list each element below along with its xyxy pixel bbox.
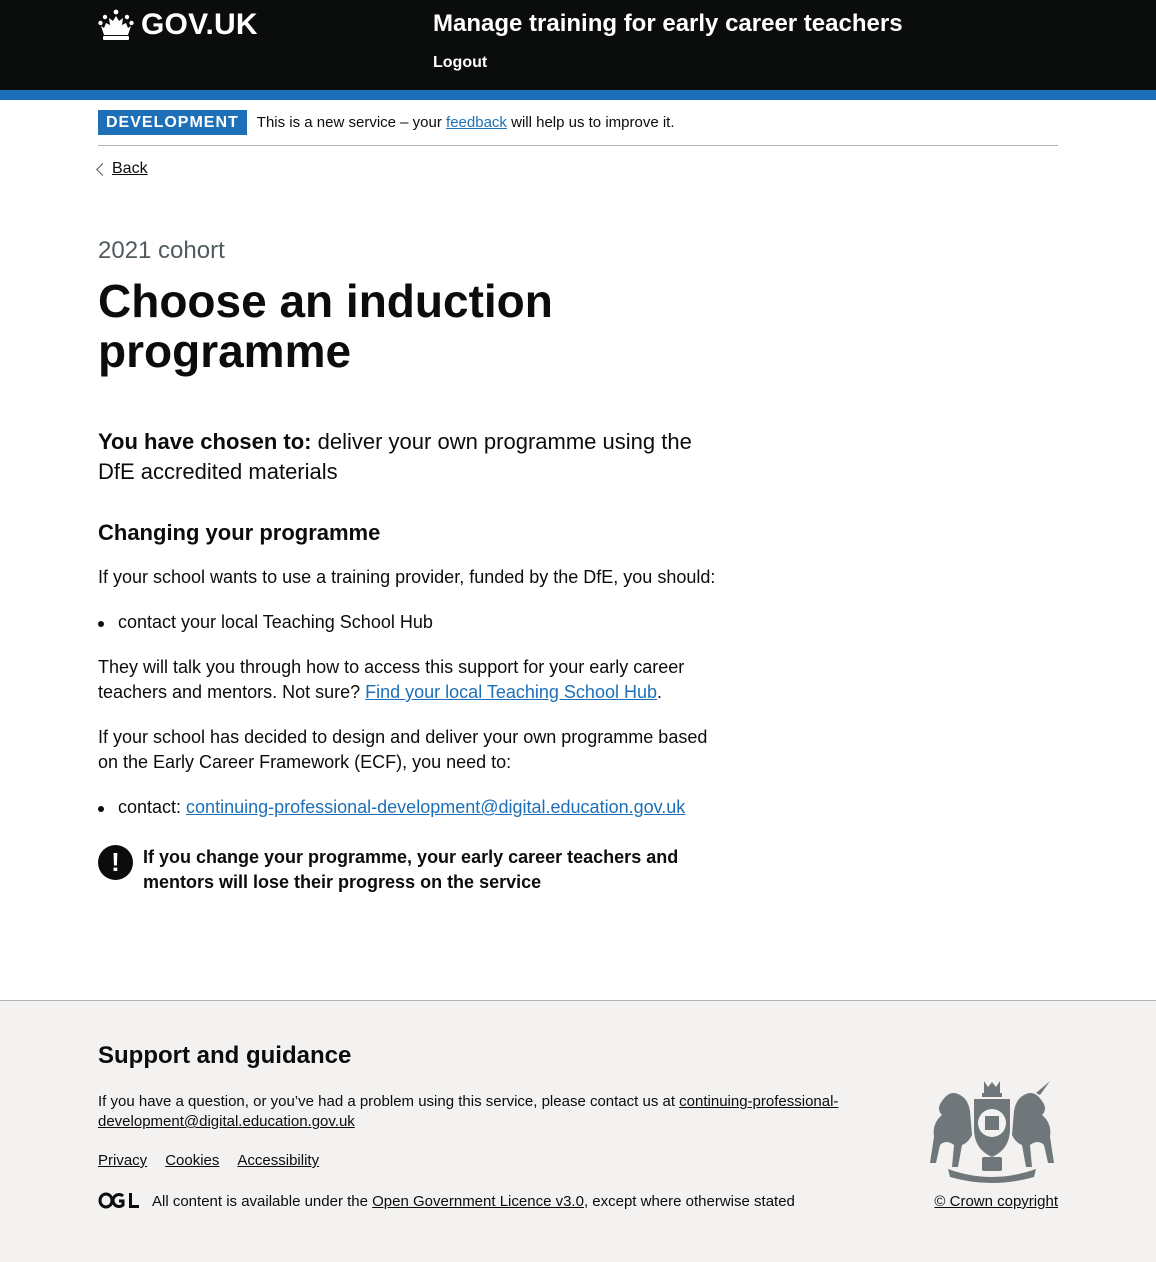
logo-text: GOV.UK bbox=[141, 8, 258, 41]
govuk-logo-link[interactable] bbox=[98, 8, 258, 42]
ogl-logo bbox=[98, 1192, 140, 1209]
phase-banner bbox=[98, 110, 1058, 146]
list-item: contact your local Teaching School Hub bbox=[98, 610, 728, 635]
royal-coat-of-arms bbox=[928, 1079, 1056, 1183]
cpd-email-link[interactable]: continuing-professional-development@digital.education.gov.uk bbox=[186, 797, 686, 817]
warning-message: If you change your programme, your early career teachers and mentors will lose their progress on the service bbox=[143, 847, 679, 892]
changing-programme-heading: Changing your programme bbox=[98, 520, 381, 545]
ogl-icon bbox=[98, 1192, 140, 1209]
crown-icon bbox=[98, 9, 134, 41]
warning-icon: ! bbox=[98, 845, 133, 880]
chosen-label: You have chosen to: bbox=[98, 429, 312, 454]
licence-text bbox=[152, 1192, 795, 1212]
phase-banner-text bbox=[257, 110, 675, 135]
licence-before: All content is available under the bbox=[152, 1193, 373, 1210]
support-paragraph bbox=[98, 655, 728, 705]
chosen-programme bbox=[98, 427, 728, 487]
provider-steps-list bbox=[98, 610, 728, 635]
ogl-link[interactable]: Open Government Licence v3.0 bbox=[372, 1193, 584, 1210]
privacy-link[interactable]: Privacy bbox=[98, 1152, 148, 1169]
support-text-end: . bbox=[656, 682, 662, 702]
footer-support-text bbox=[98, 1092, 868, 1132]
page-title: Choose an induction programme bbox=[98, 275, 553, 377]
warning-text bbox=[98, 845, 728, 895]
support-text: They will talk you through how to access this support for your early career teachers and mentors. Not sure? bbox=[98, 657, 685, 702]
contact-label: contact: bbox=[118, 797, 187, 817]
back-link[interactable]: Back bbox=[112, 160, 148, 177]
licence-after: , except where otherwise stated bbox=[583, 1193, 795, 1210]
support-intro: If you have a question, or you’ve had a problem using this service, please contact us at bbox=[98, 1093, 680, 1110]
training-provider-paragraph: If your school wants to use a training provider, funded by the DfE, you should: bbox=[98, 567, 716, 587]
own-programme-steps-list bbox=[98, 795, 728, 820]
phase-tag: DEVELOPMENT bbox=[98, 110, 247, 135]
phase-text-after: will help us to improve it. bbox=[506, 114, 675, 131]
service-name-link[interactable]: Manage training for early career teachers bbox=[433, 10, 903, 37]
back-link-container bbox=[98, 160, 148, 178]
find-hub-link[interactable]: Find your local Teaching School Hub bbox=[365, 682, 657, 702]
logout-link[interactable]: Logout bbox=[433, 54, 488, 71]
own-programme-paragraph: If your school has decided to design and deliver your own programme based on the Early Career Framework (ECF), you need to: bbox=[98, 727, 708, 772]
chosen-value: deliver your own programme using the DfE accredited materials bbox=[98, 429, 692, 484]
main-content bbox=[98, 236, 728, 895]
cookies-link[interactable]: Cookies bbox=[165, 1152, 220, 1169]
phase-text-before: This is a new service – your bbox=[256, 114, 447, 131]
accessibility-link[interactable]: Accessibility bbox=[237, 1152, 320, 1169]
list-item bbox=[98, 795, 728, 820]
footer-email-link[interactable]: continuing-professional-development@digital.education.gov.uk bbox=[98, 1093, 839, 1130]
footer bbox=[0, 1000, 1156, 1262]
footer-links bbox=[98, 1152, 319, 1169]
footer-heading: Support and guidance bbox=[98, 1042, 352, 1069]
copyright bbox=[934, 1192, 1058, 1212]
crown-copyright-link[interactable]: © Crown copyright bbox=[934, 1193, 1058, 1210]
page-caption: 2021 cohort bbox=[98, 237, 225, 264]
header bbox=[0, 0, 1156, 90]
chevron-left-icon bbox=[96, 163, 109, 176]
feedback-link[interactable]: feedback bbox=[446, 114, 507, 131]
header-stripe bbox=[0, 90, 1156, 100]
